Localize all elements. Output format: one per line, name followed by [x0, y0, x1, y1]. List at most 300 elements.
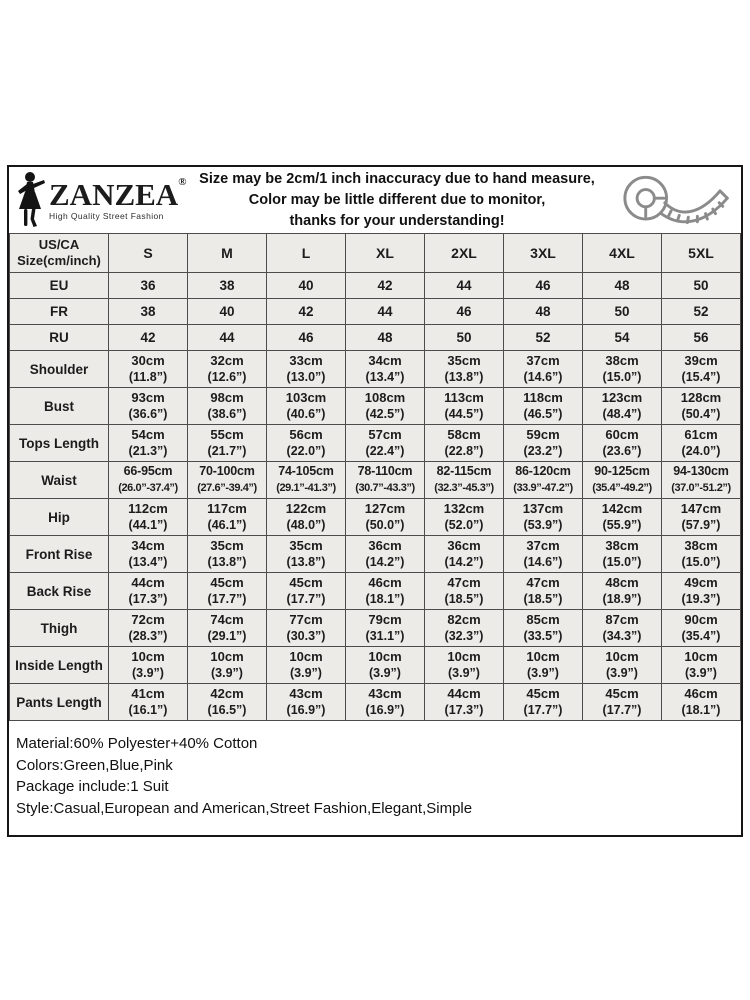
- measurement-inch: (50.4”): [681, 407, 721, 421]
- measurement-cm: 48cm: [605, 575, 639, 590]
- measurement-cm: 10cm: [289, 649, 323, 664]
- measurement-cell: [109, 425, 188, 462]
- measurement-cm: 108cm: [364, 390, 406, 405]
- measurement-cm: 47cm: [526, 575, 560, 590]
- measurement-cm: 60cm: [605, 427, 639, 442]
- measurement-inch: (3.9”): [448, 666, 480, 680]
- measurement-cm: 46cm: [684, 686, 718, 701]
- measurement-cm: 10cm: [447, 649, 481, 664]
- measurement-cm: 35cm: [447, 353, 481, 368]
- measurement-cell: [109, 610, 188, 647]
- measurement-cm: 79cm: [368, 612, 402, 627]
- measurement-cell: [583, 573, 662, 610]
- measurement-cell: [346, 536, 425, 573]
- measurement-cell: [346, 684, 425, 721]
- measurement-cm: 10cm: [210, 649, 244, 664]
- measurement-inch: (46.5”): [523, 407, 563, 421]
- region-size-cell: 56: [662, 325, 741, 351]
- measurement-inch: (44.5”): [444, 407, 484, 421]
- size-unit-header: [10, 234, 109, 273]
- measurement-inch: (16.5”): [207, 703, 247, 717]
- region-size-cell: 44: [346, 299, 425, 325]
- size-chart-sheet: [7, 165, 743, 837]
- measurement-cm: 137cm: [522, 501, 564, 516]
- measurement-cm: 59cm: [526, 427, 560, 442]
- measurement-cell: [346, 610, 425, 647]
- measurement-cm: 86-120cm: [515, 464, 571, 478]
- measurement-inch: (53.9”): [523, 518, 563, 532]
- measurement-row: [10, 499, 741, 536]
- measurement-cell: [188, 351, 267, 388]
- measurement-inch: (15.0”): [602, 555, 642, 569]
- measurement-cm: 72cm: [131, 612, 165, 627]
- measurement-cell: [109, 499, 188, 536]
- note-material: Material:60% Polyester+40% Cotton: [16, 735, 258, 752]
- measurement-inch: (37.0”-51.2”): [671, 482, 731, 494]
- measurement-cell: [583, 610, 662, 647]
- measurement-cell: [504, 573, 583, 610]
- region-size-row: [10, 299, 741, 325]
- header-band: [9, 167, 741, 233]
- measurement-cell: [346, 425, 425, 462]
- measurement-inch: (15.4”): [681, 370, 721, 384]
- measurement-cell: [425, 462, 504, 499]
- measurement-cell: [346, 351, 425, 388]
- measurement-cell: [504, 684, 583, 721]
- measurement-inch: (14.6”): [523, 555, 563, 569]
- measurement-row: [10, 388, 741, 425]
- measurement-inch: (15.0”): [681, 555, 721, 569]
- measurement-cell: [109, 536, 188, 573]
- measurement-inch: (19.3”): [681, 592, 721, 606]
- measurement-label: Back Rise: [10, 573, 109, 610]
- size-column-header: 5XL: [662, 234, 741, 273]
- measurement-inch: (14.6”): [523, 370, 563, 384]
- measurement-cm: 58cm: [447, 427, 481, 442]
- measurement-cell: [504, 388, 583, 425]
- measurement-cm: 123cm: [601, 390, 643, 405]
- measurement-label: Hip: [10, 499, 109, 536]
- region-size-cell: 46: [267, 325, 346, 351]
- measurement-cm: 61cm: [684, 427, 718, 442]
- measurement-cell: [188, 684, 267, 721]
- note-colors: Colors:Green,Blue,Pink: [16, 756, 173, 774]
- measurement-cell: [425, 388, 504, 425]
- measurement-cm: 10cm: [684, 649, 718, 664]
- measurement-cm: 49cm: [684, 575, 718, 590]
- measurement-cm: 45cm: [289, 575, 323, 590]
- measurement-cell: [662, 425, 741, 462]
- measurement-cell: [267, 499, 346, 536]
- measurement-cm: 36cm: [447, 538, 481, 553]
- measurement-inch: (17.7”): [523, 703, 563, 717]
- measurement-cm: 43cm: [289, 686, 323, 701]
- measurement-cm: 78-110cm: [357, 464, 413, 478]
- region-label: EU: [10, 273, 109, 299]
- measurement-cell: [583, 351, 662, 388]
- region-size-cell: 42: [346, 273, 425, 299]
- measurement-cm: 77cm: [289, 612, 323, 627]
- measurement-cm: 44cm: [131, 575, 165, 590]
- measurement-inch: (3.9”): [132, 666, 164, 680]
- measurement-cell: [425, 610, 504, 647]
- measurement-cell: [662, 351, 741, 388]
- measurement-inch: (22.4”): [365, 444, 405, 458]
- measurement-label: Tops Length: [10, 425, 109, 462]
- region-label: FR: [10, 299, 109, 325]
- measurement-cm: 45cm: [210, 575, 244, 590]
- measurement-inch: (17.7”): [602, 703, 642, 717]
- zanzea-logo: [9, 171, 187, 229]
- measurement-label: Waist: [10, 462, 109, 499]
- measurement-cm: 43cm: [368, 686, 402, 701]
- region-size-cell: 52: [504, 325, 583, 351]
- region-size-cell: 46: [425, 299, 504, 325]
- measurement-cell: [188, 499, 267, 536]
- measurement-inch: (31.1”): [365, 629, 405, 643]
- measurement-row: [10, 462, 741, 499]
- region-size-cell: 46: [504, 273, 583, 299]
- size-unit-line2: Size(cm/inch): [17, 253, 101, 268]
- measurement-inch: (23.6”): [602, 444, 642, 458]
- region-size-cell: 48: [346, 325, 425, 351]
- measurement-cell: [662, 573, 741, 610]
- measurement-row: [10, 647, 741, 684]
- measurement-cell: [662, 499, 741, 536]
- measurement-cm: 85cm: [526, 612, 560, 627]
- measurement-inch: (26.0”-37.4”): [118, 482, 178, 494]
- measurement-cm: 38cm: [605, 353, 639, 368]
- brand-tagline: High Quality Street Fashion: [49, 211, 164, 222]
- measurement-cm: 66-95cm: [123, 464, 173, 478]
- measurement-inch: (17.3”): [128, 592, 168, 606]
- note-package: Package include:1 Suit: [16, 778, 169, 795]
- measurement-cm: 10cm: [526, 649, 560, 664]
- measurement-row: [10, 684, 741, 721]
- measurement-inch: (3.9”): [211, 666, 243, 680]
- measurement-inch: (14.2”): [365, 555, 405, 569]
- size-column-header: 4XL: [583, 234, 662, 273]
- measurement-cm: 55cm: [210, 427, 244, 442]
- measurement-inch: (46.1”): [207, 518, 247, 532]
- measurement-inch: (13.8”): [286, 555, 326, 569]
- measurement-inch: (13.8”): [207, 555, 247, 569]
- measurement-inch: (15.0”): [602, 370, 642, 384]
- measurement-inch: (44.1”): [128, 518, 168, 532]
- measurement-cm: 57cm: [368, 427, 402, 442]
- measurement-cell: [346, 573, 425, 610]
- measurement-inch: (18.5”): [523, 592, 563, 606]
- measurement-cm: 32cm: [210, 353, 244, 368]
- region-size-row: [10, 273, 741, 299]
- measurement-cell: [583, 536, 662, 573]
- measurement-cell: [267, 462, 346, 499]
- measurement-inch: (22.8”): [444, 444, 484, 458]
- region-size-cell: 44: [188, 325, 267, 351]
- measurement-cell: [504, 425, 583, 462]
- measurement-inch: (18.5”): [444, 592, 484, 606]
- measurement-cell: [267, 573, 346, 610]
- measurement-cm: 90cm: [684, 612, 718, 627]
- measurement-inch: (21.3”): [128, 444, 168, 458]
- measurement-cell: [425, 573, 504, 610]
- measurement-inch: (33.5”): [523, 629, 563, 643]
- measurement-cell: [583, 684, 662, 721]
- measurement-cm: 46cm: [368, 575, 402, 590]
- measurement-row: [10, 610, 741, 647]
- size-column-header: 3XL: [504, 234, 583, 273]
- measurement-cell: [662, 647, 741, 684]
- disclaimer-line-3: thanks for your understanding!: [289, 212, 505, 229]
- measurement-cm: 127cm: [364, 501, 406, 516]
- measurement-cm: 117cm: [207, 501, 247, 516]
- region-size-cell: 40: [267, 273, 346, 299]
- measurement-cell: [504, 499, 583, 536]
- measurement-inch: (36.6”): [128, 407, 168, 421]
- region-size-cell: 38: [188, 273, 267, 299]
- size-column-header: M: [188, 234, 267, 273]
- measurement-cell: [662, 536, 741, 573]
- size-column-header: L: [267, 234, 346, 273]
- region-size-cell: 42: [109, 325, 188, 351]
- measurement-inch: (3.9”): [685, 666, 717, 680]
- measurement-label: Shoulder: [10, 351, 109, 388]
- measurement-cm: 33cm: [289, 353, 323, 368]
- measurement-inch: (17.7”): [207, 592, 247, 606]
- measurement-inch: (13.8”): [444, 370, 484, 384]
- measurement-cm: 35cm: [289, 538, 323, 553]
- measurement-label: Inside Length: [10, 647, 109, 684]
- measurement-cell: [188, 462, 267, 499]
- measurement-cell: [662, 684, 741, 721]
- measurement-cm: 94-130cm: [673, 464, 729, 478]
- measurement-cell: [425, 647, 504, 684]
- measurement-inch: (13.4”): [128, 555, 168, 569]
- measurement-inch: (3.9”): [527, 666, 559, 680]
- measurement-inch: (22.0”): [286, 444, 326, 458]
- disclaimer-text: [181, 169, 613, 232]
- region-size-cell: 44: [425, 273, 504, 299]
- measurement-inch: (29.1”-41.3”): [276, 482, 336, 494]
- measurement-inch: (52.0”): [444, 518, 484, 532]
- measurement-cm: 113cm: [444, 390, 484, 405]
- measurement-inch: (48.0”): [286, 518, 326, 532]
- measuring-tape-icon: [613, 171, 731, 229]
- region-size-cell: 48: [504, 299, 583, 325]
- measurement-inch: (13.4”): [365, 370, 405, 384]
- measurement-inch: (32.3”-45.3”): [434, 482, 494, 494]
- region-size-cell: 54: [583, 325, 662, 351]
- measurement-cell: [267, 351, 346, 388]
- measurement-cm: 42cm: [210, 686, 244, 701]
- measurement-cell: [267, 425, 346, 462]
- measurement-inch: (40.6”): [286, 407, 326, 421]
- disclaimer-line-2: Color may be little different due to monitor,: [248, 191, 546, 208]
- measurement-cm: 87cm: [605, 612, 639, 627]
- measurement-cm: 36cm: [368, 538, 402, 553]
- measurement-cm: 34cm: [131, 538, 165, 553]
- measurement-inch: (16.9”): [365, 703, 405, 717]
- measurement-cm: 70-100cm: [199, 464, 255, 478]
- region-size-cell: 38: [109, 299, 188, 325]
- measurement-cm: 128cm: [680, 390, 722, 405]
- measurement-cm: 98cm: [210, 390, 244, 405]
- measurement-cell: [583, 388, 662, 425]
- measurement-cell: [425, 425, 504, 462]
- measurement-cell: [346, 462, 425, 499]
- measurement-cell: [346, 499, 425, 536]
- measurement-cm: 39cm: [684, 353, 718, 368]
- measurement-cell: [109, 388, 188, 425]
- measurement-row: [10, 351, 741, 388]
- product-notes: [9, 721, 741, 835]
- measurement-cell: [267, 684, 346, 721]
- measurement-cell: [109, 684, 188, 721]
- measurement-cell: [504, 536, 583, 573]
- measurement-cm: 56cm: [289, 427, 323, 442]
- measurement-inch: (24.0”): [681, 444, 721, 458]
- size-unit-line1: US/CA: [38, 237, 80, 252]
- measurement-label: Front Rise: [10, 536, 109, 573]
- measurement-inch: (27.6”-39.4”): [197, 482, 257, 494]
- measurement-inch: (35.4”-49.2”): [592, 482, 652, 494]
- size-table: [9, 233, 741, 721]
- measurement-cell: [346, 647, 425, 684]
- measurement-cell: [267, 610, 346, 647]
- measurement-cm: 34cm: [368, 353, 402, 368]
- measurement-cell: [109, 462, 188, 499]
- measurement-cm: 44cm: [447, 686, 481, 701]
- size-column-header: XL: [346, 234, 425, 273]
- measurement-cm: 38cm: [684, 538, 718, 553]
- size-column-header: 2XL: [425, 234, 504, 273]
- measurement-inch: (50.0”): [365, 518, 405, 532]
- measurement-inch: (18.1”): [365, 592, 405, 606]
- measurement-inch: (33.9”-47.2”): [513, 482, 573, 494]
- region-size-row: [10, 325, 741, 351]
- measurement-cell: [662, 462, 741, 499]
- measurement-cm: 47cm: [447, 575, 481, 590]
- measurement-cm: 37cm: [526, 538, 560, 553]
- measurement-cell: [188, 425, 267, 462]
- measurement-inch: (28.3”): [128, 629, 168, 643]
- measurement-cm: 10cm: [131, 649, 165, 664]
- measurement-inch: (17.3”): [444, 703, 484, 717]
- registered-mark: ®: [178, 176, 187, 189]
- measurement-cell: [425, 351, 504, 388]
- measurement-cell: [662, 388, 741, 425]
- region-size-cell: 36: [109, 273, 188, 299]
- measurement-cm: 82cm: [447, 612, 481, 627]
- measurement-cm: 74cm: [210, 612, 244, 627]
- measurement-inch: (32.3”): [444, 629, 484, 643]
- region-size-cell: 50: [662, 273, 741, 299]
- measurement-inch: (55.9”): [602, 518, 642, 532]
- measurement-inch: (12.6”): [207, 370, 247, 384]
- region-size-cell: 50: [425, 325, 504, 351]
- measurement-cm: 45cm: [526, 686, 560, 701]
- measurement-cm: 103cm: [285, 390, 327, 405]
- measurement-cell: [504, 610, 583, 647]
- measurement-cell: [267, 536, 346, 573]
- measurement-cm: 41cm: [131, 686, 165, 701]
- measurement-cell: [188, 573, 267, 610]
- region-size-cell: 48: [583, 273, 662, 299]
- measurement-cm: 74-105cm: [278, 464, 334, 478]
- measurement-inch: (18.1”): [681, 703, 721, 717]
- measurement-cell: [188, 388, 267, 425]
- woman-silhouette-icon: [13, 171, 47, 229]
- size-column-header: S: [109, 234, 188, 273]
- measurement-inch: (57.9”): [681, 518, 721, 532]
- measurement-cm: 142cm: [601, 501, 643, 516]
- measurement-cell: [504, 462, 583, 499]
- brand-name: ZANZEA®: [49, 176, 187, 213]
- measurement-label: Thigh: [10, 610, 109, 647]
- measurement-cm: 122cm: [285, 501, 327, 516]
- measurement-cm: 45cm: [605, 686, 639, 701]
- measurement-inch: (18.9”): [602, 592, 642, 606]
- measurement-inch: (21.7”): [207, 444, 247, 458]
- region-size-cell: 50: [583, 299, 662, 325]
- measurement-cm: 82-115cm: [436, 464, 492, 478]
- region-size-cell: 52: [662, 299, 741, 325]
- measurement-row: [10, 536, 741, 573]
- measurement-label: Bust: [10, 388, 109, 425]
- measurement-cell: [267, 647, 346, 684]
- measurement-cell: [109, 573, 188, 610]
- measurement-cm: 35cm: [210, 538, 244, 553]
- measurement-cm: 54cm: [131, 427, 165, 442]
- measurement-cell: [109, 647, 188, 684]
- measurement-inch: (13.0”): [286, 370, 326, 384]
- measurement-inch: (11.8”): [128, 370, 168, 384]
- measurement-cm: 93cm: [131, 390, 165, 405]
- measurement-cm: 10cm: [368, 649, 402, 664]
- region-label: RU: [10, 325, 109, 351]
- measurement-inch: (42.5”): [365, 407, 405, 421]
- measurement-inch: (29.1”): [207, 629, 247, 643]
- measurement-cm: 10cm: [605, 649, 639, 664]
- measurement-cell: [188, 647, 267, 684]
- measurement-inch: (35.4”): [681, 629, 721, 643]
- note-style: Style:Casual,European and American,Street Fashion,Elegant,Simple: [16, 799, 473, 817]
- measurement-cell: [504, 647, 583, 684]
- measurement-inch: (38.6”): [207, 407, 247, 421]
- measurement-inch: (30.7”-43.3”): [355, 482, 415, 494]
- measurement-cell: [662, 610, 741, 647]
- measurement-cell: [583, 462, 662, 499]
- measurement-inch: (48.4”): [602, 407, 642, 421]
- measurement-cm: 147cm: [680, 501, 722, 516]
- measurement-cm: 37cm: [526, 353, 560, 368]
- region-size-cell: 40: [188, 299, 267, 325]
- measurement-cell: [425, 499, 504, 536]
- measurement-inch: (3.9”): [606, 666, 638, 680]
- measurement-inch: (23.2”): [523, 444, 563, 458]
- disclaimer-line-1: Size may be 2cm/1 inch inaccuracy due to hand measure,: [199, 170, 595, 187]
- measurement-cm: 38cm: [605, 538, 639, 553]
- measurement-cell: [583, 647, 662, 684]
- measurement-inch: (3.9”): [369, 666, 401, 680]
- measurement-cell: [267, 388, 346, 425]
- measurement-row: [10, 573, 741, 610]
- measurement-inch: (3.9”): [290, 666, 322, 680]
- measurement-inch: (30.3”): [286, 629, 326, 643]
- measurement-cell: [583, 499, 662, 536]
- measurement-cell: [425, 536, 504, 573]
- measurement-cm: 132cm: [443, 501, 485, 516]
